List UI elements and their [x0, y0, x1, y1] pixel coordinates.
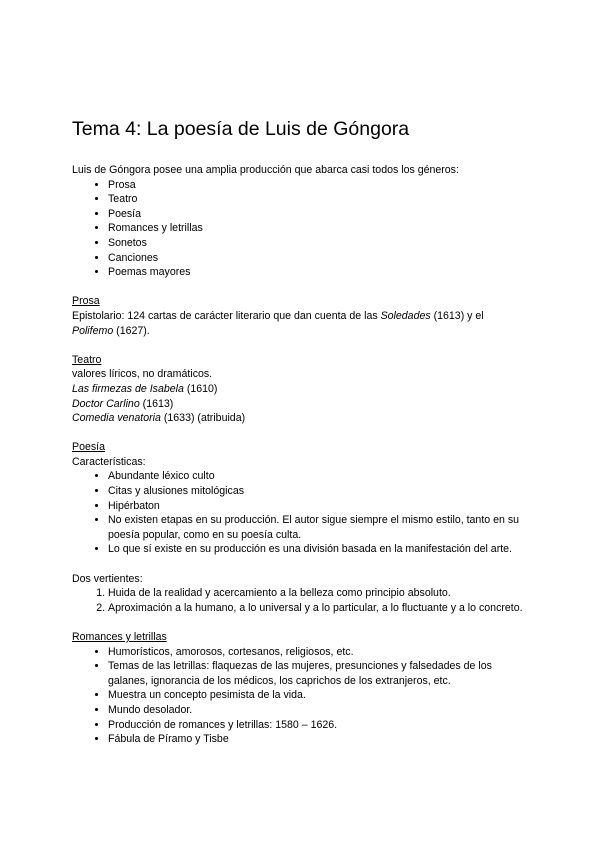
- poesia-subheading: Características:: [72, 455, 146, 468]
- list-item: • Muestra un concepto pesimista de la vida.: [108, 688, 532, 703]
- intro-text: Luis de Góngora posee una amplia producción que abarca casi todos los géneros:: [72, 164, 459, 176]
- section-heading-prosa: Prosa: [72, 295, 100, 308]
- list-item: • Humorísticos, amorosos, cortesanos, religiosos, etc.: [108, 645, 532, 660]
- list-item: • Hipérbaton: [108, 499, 532, 514]
- list-item: 1. Huida de la realidad y acercamiento a la belleza como principio absoluto.: [108, 586, 532, 601]
- list-item: • Temas de las letrillas: flaquezas de las mujeres, presunciones y falsedades de los galanes, ignorancia de los médicos, los caprichos de los extranjeros, etc.: [108, 659, 532, 688]
- teatro-work: Las firmezas de Isabela (1610): [72, 382, 218, 395]
- prosa-text: Epistolario: 124 cartas de carácter literario que dan cuenta de las Soledades (1613) y el Polifemo (1627).: [72, 309, 484, 337]
- list-item: 2. Aproximación a la humano, a lo universal y a lo particular, a lo fluctuante y a lo concreto.: [108, 601, 532, 616]
- work-title: Polifemo: [72, 324, 114, 337]
- teatro-work: Comedia venatoria (1633) (atribuida): [72, 412, 246, 425]
- section-heading-poesia: Poesía: [72, 441, 105, 454]
- list-item: • Romances y letrillas: [108, 221, 532, 236]
- section-heading-romances: Romances y letrillas: [72, 631, 167, 643]
- section-heading-teatro: Teatro: [72, 353, 102, 366]
- list-item: • Producción de romances y letrillas: 1580 – 1626.: [108, 718, 532, 733]
- list-item: • Sonetos: [108, 236, 532, 251]
- vertientes-label: Dos vertientes:: [72, 572, 143, 585]
- genre-list: [72, 178, 532, 280]
- teatro-description: valores líricos, no dramáticos.: [72, 368, 213, 381]
- list-item: • No existen etapas en su producción. El autor sigue siempre el mismo estilo, tanto en su poesía popular, como en su poesía culta.: [108, 513, 532, 542]
- list-item: • Mundo desolador.: [108, 703, 532, 718]
- vertientes-list: [72, 586, 532, 615]
- list-item: • Poesía: [108, 207, 532, 222]
- list-item: • Teatro: [108, 192, 532, 207]
- list-item: • Lo que sí existe en su producción es una división basada en la manifestación del arte.: [108, 542, 532, 557]
- page-title: Tema 4: La poesía de Luis de Góngora: [72, 118, 410, 140]
- document-body: [72, 117, 532, 747]
- features-list: [72, 469, 532, 557]
- list-item: • Fábula de Píramo y Tisbe: [108, 732, 532, 747]
- list-item: • Canciones: [108, 251, 532, 266]
- list-item: • Prosa: [108, 178, 532, 193]
- list-item: • Poemas mayores: [108, 265, 532, 280]
- list-item: • Abundante léxico culto: [108, 469, 532, 484]
- romances-list: [72, 645, 532, 747]
- teatro-work: Doctor Carlino (1613): [72, 397, 174, 410]
- work-title: Soledades: [380, 309, 431, 322]
- list-item: • Citas y alusiones mitológicas: [108, 484, 532, 499]
